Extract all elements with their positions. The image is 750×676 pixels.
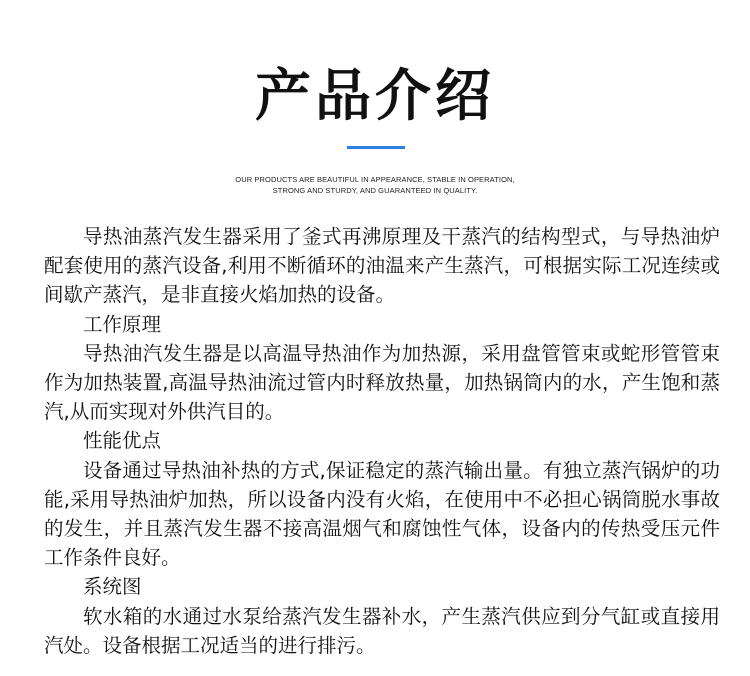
- product-description: [44, 222, 720, 660]
- subtitle-line-1: OUR PRODUCTS ARE BEAUTIFUL IN APPEARANCE, STABLE IN OPERATION,: [235, 175, 515, 184]
- system-diagram-paragraph: 软水箱的水通过水泵给蒸汽发生器补水，产生蒸汽供应到分气缸或直接用汽处。设备根据工况适当的进行排污。: [44, 604, 720, 657]
- section-heading-advantages: 性能优点: [83, 429, 162, 453]
- page-subtitle: [0, 174, 750, 196]
- title-accent-bar: [347, 146, 405, 149]
- section-heading-working-principle: 工作原理: [83, 312, 162, 336]
- section-heading-system-diagram: 系统图: [83, 575, 142, 599]
- advantages-paragraph: 设备通过导热油补热的方式,保证稳定的蒸汽输出量。有独立蒸汽锅炉的功能,采用导热油炉加热，所以设备内没有火焰，在使用中不必担心锅筒脱水事故的发生，并且蒸汽发生器不接高温烟气和腐蚀性气体，设备内的传热受压元件工作条件良好。: [44, 458, 720, 570]
- working-principle-paragraph: 导热油汽发生器是以高温导热油作为加热源，采用盘管管束或蛇形管管束作为加热装置,高温导热油流过管内时释放热量，加热锅筒内的水，产生饱和蒸汽,从而实现对外供汽目的。: [44, 341, 720, 424]
- page-title: 产品介绍: [255, 64, 495, 129]
- intro-paragraph: 导热油蒸汽发生器采用了釜式再沸原理及干蒸汽的结构型式，与导热油炉配套使用的蒸汽设备,利用不断循环的油温来产生蒸汽，可根据实际工况连续或间歇产蒸汽，是非直接火焰加热的设备。: [44, 225, 720, 307]
- subtitle-line-2: STRONG AND STURDY, AND GUARANTEED IN QUALITY.: [272, 186, 478, 195]
